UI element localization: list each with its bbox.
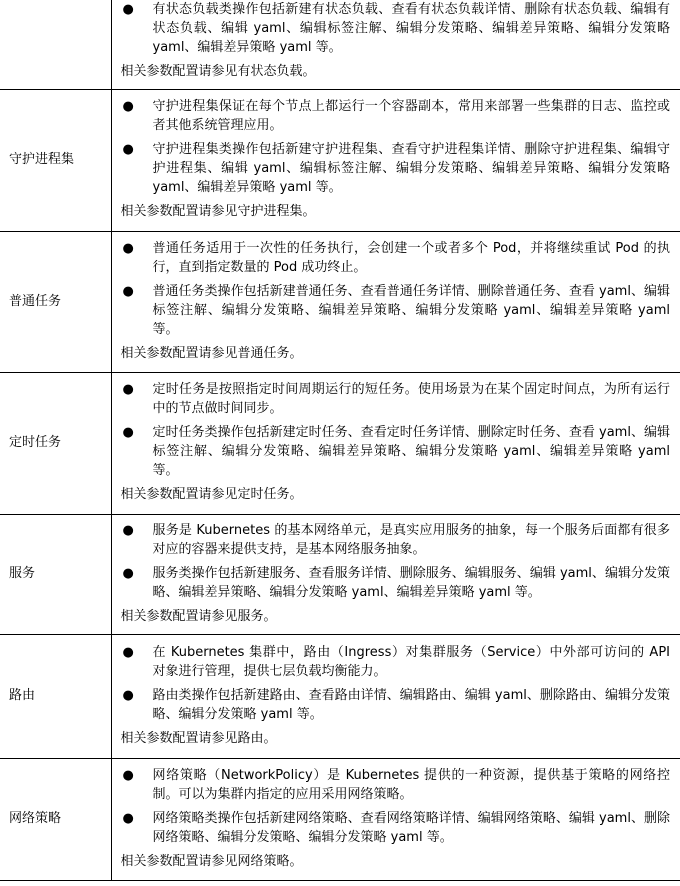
list-item — [121, 423, 671, 480]
reference-text: 相关参数配置请参见有状态负载。 — [120, 63, 316, 79]
row-name: 普通任务 — [0, 231, 111, 372]
bullet-text: 网络策略（NetworkPolicy）是 Kubernetes 提供的一种资源，提供基于策略的网络控制。可以为集群内指定的应用采用网络策略。 — [152, 767, 670, 802]
bullet-text: 定时任务是按照指定时间周期运行的短任务。使用场景为在某个固定时间点，为所有运行中的节点做时间同步。 — [152, 382, 670, 416]
bullet-icon: ● — [122, 99, 134, 114]
reference-text: 相关参数配置请参见路由。 — [120, 730, 277, 746]
table-row — [0, 0, 680, 89]
row-content — [111, 231, 680, 372]
bullet-icon: ● — [122, 565, 134, 581]
row-content — [111, 89, 680, 231]
table-row — [0, 634, 680, 758]
row-name — [0, 0, 111, 89]
list-item — [121, 140, 671, 197]
row-name: 服务 — [0, 514, 111, 634]
reference-text: 相关参数配置请参见服务。 — [120, 608, 277, 624]
bullet-text: 有状态负载类操作包括新建有状态负载、查看有状态负载详情、删除有状态负载、编辑有状态负载、编辑 yaml、编辑标签注解、编辑分发策略、编辑差异策略、编辑分发策略 yaml、编辑差异策略 yaml 等。 — [152, 1, 670, 55]
list-item — [121, 282, 671, 339]
bullet-icon: ● — [122, 767, 134, 783]
reference-text: 相关参数配置请参见网络策略。 — [120, 853, 303, 869]
table-row — [0, 514, 680, 634]
row-name: 守护进程集 — [0, 89, 111, 231]
bullet-text: 定时任务类操作包括新建定时任务、查看定时任务详情、删除定时任务、查看 yaml、编辑标签注解、编辑分发策略、编辑差异策略、编辑分发策略 yaml、编辑差异策略 yaml 等。 — [152, 425, 670, 478]
bullet-text: 守护进程集保证在每个节点上都运行一个容器副本，常用来部署一些集群的日志、监控或者其他系统管理应用。 — [152, 99, 670, 133]
row-name: 路由 — [0, 634, 111, 758]
list-item — [121, 521, 671, 559]
row-name: 网络策略 — [0, 758, 111, 880]
bullet-text: 在 Kubernetes 集群中，路由（Ingress）对集群服务（Service）中外部可访问的 API 对象进行管理，提供七层负载均衡能力。 — [152, 644, 670, 679]
table-row — [0, 758, 680, 880]
bullet-icon: ● — [122, 142, 134, 157]
list-item — [121, 809, 671, 847]
bullet-icon: ● — [122, 522, 134, 538]
row-content — [111, 0, 680, 89]
bullet-icon: ● — [122, 240, 134, 256]
bullet-icon: ● — [122, 382, 134, 397]
list-item — [121, 686, 671, 724]
table-row — [0, 231, 680, 372]
bullet-icon: ● — [122, 687, 134, 703]
row-content — [111, 514, 680, 634]
list-item — [121, 766, 671, 804]
reference-text: 相关参数配置请参见普通任务。 — [120, 345, 303, 361]
bullet-text: 路由类操作包括新建路由、查看路由详情、编辑路由、编辑 yaml、删除路由、编辑分发策略、编辑分发策略 yaml 等。 — [152, 687, 670, 722]
list-item — [121, 97, 671, 135]
bullet-icon: ● — [122, 283, 134, 299]
list-item — [121, 564, 671, 602]
bullet-icon: ● — [122, 425, 134, 440]
table-row — [0, 372, 680, 514]
row-content — [111, 372, 680, 514]
bullet-text: 守护进程集类操作包括新建守护进程集、查看守护进程集详情、删除守护进程集、编辑守护进程集、编辑 yaml、编辑标签注解、编辑分发策略、编辑差异策略、编辑分发策略 yaml、编辑差异策略 yaml 等。 — [152, 142, 670, 195]
row-content — [111, 634, 680, 758]
row-content — [111, 758, 680, 880]
list-item — [121, 643, 671, 681]
list-item — [121, 380, 671, 418]
bullet-text: 普通任务类操作包括新建普通任务、查看普通任务详情、删除普通任务、查看 yaml、编辑标签注解、编辑分发策略、编辑差异策略、编辑分发策略 yaml、编辑差异策略 yaml 等。 — [152, 283, 670, 337]
bullet-text: 服务类操作包括新建服务、查看服务详情、删除服务、编辑服务、编辑 yaml、编辑分发策略、编辑差异策略、编辑分发策略 yaml、编辑差异策略 yaml 等。 — [152, 565, 670, 600]
list-item — [121, 239, 671, 277]
row-name: 定时任务 — [0, 372, 111, 514]
bullet-icon: ● — [122, 644, 134, 660]
bullet-text: 普通任务适用于一次性的任务执行，会创建一个或者多个 Pod，并将继续重试 Pod 的执行，直到指定数量的 Pod 成功终止。 — [152, 240, 670, 275]
reference-text: 相关参数配置请参见定时任务。 — [120, 487, 303, 502]
bullet-text: 网络策略类操作包括新建网络策略、查看网络策略详情、编辑网络策略、编辑 yaml、删除网络策略、编辑分发策略、编辑分发策略 yaml 等。 — [152, 810, 670, 845]
bullet-icon: ● — [122, 1, 134, 17]
reference-text: 相关参数配置请参见守护进程集。 — [120, 204, 316, 219]
list-item — [121, 0, 671, 57]
table-row — [0, 89, 680, 231]
bullet-text: 服务是 Kubernetes 的基本网络单元，是真实应用服务的抽象，每一个服务后面都有很多对应的容器来提供支持，是基本网络服务抽象。 — [152, 522, 670, 557]
bullet-icon: ● — [122, 810, 134, 826]
